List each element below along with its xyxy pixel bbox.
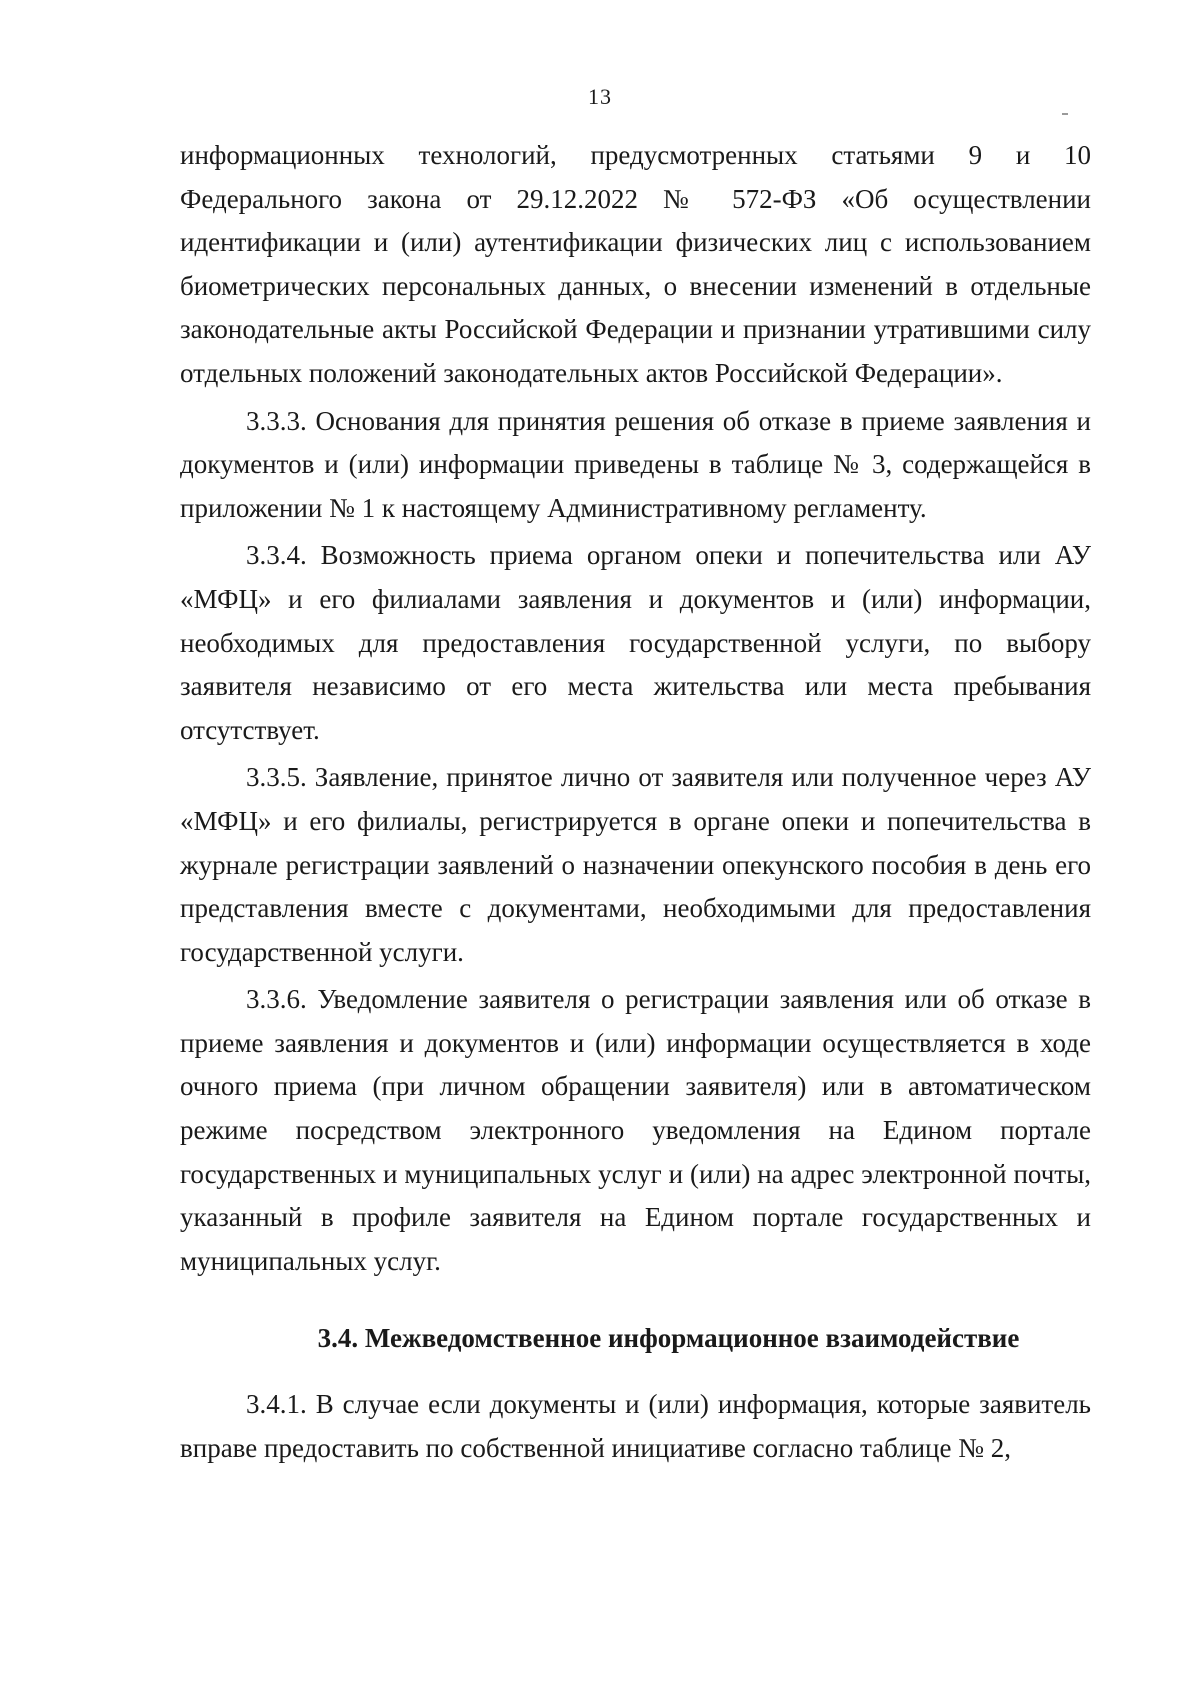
paragraph-3-3-5: 3.3.5. Заявление, принятое лично от заявителя или полученное через АУ «МФЦ» и его филиалы, регистрируется в органе опеки и попечительства в журнале регистрации заявлений о назначении опекунского пособия в день его представления вместе с документами, необходимыми для предоставления государственной услуги. xyxy=(180,762,1091,967)
page-number: 13 xyxy=(588,84,612,109)
document-body xyxy=(180,134,1091,1470)
paragraph-continuation: информационных технологий, предусмотренных статьями 9 и 10 Федерального закона от 29.12.2022 № 572-ФЗ «Об осуществлении идентификации и (или) аутентификации физических лиц с использованием биометрических персональных данных, о внесении изменений в отдельные законодательные акты Российской Федерации и признании утратившими силу отдельных положений законодательных актов Российской Федерации». xyxy=(180,140,1091,388)
paragraph-3-3-6: 3.3.6. Уведомление заявителя о регистрации заявления или об отказе в приеме заявления и документов и (или) информации осуществляется в ходе очного приема (при личном обращении заявителя) или в автоматическом режиме посредством электронного уведомления на Едином портале государственных и муниципальных услуг и (или) на адрес электронной почты, указанный в профиле заявителя на Едином портале государственных и муниципальных услуг. xyxy=(180,984,1091,1276)
paragraph-3-4-1: 3.4.1. В случае если документы и (или) информация, которые заявитель вправе предоставить по собственной инициативе согласно таблице № 2, xyxy=(180,1389,1091,1463)
paragraph-3-3-4: 3.3.4. Возможность приема органом опеки и попечительства или АУ «МФЦ» и его филиалами заявления и документов и (или) информации, необходимых для предоставления государственной услуги, по выбору заявителя независимо от его места жительства или места пребывания отсутствует. xyxy=(180,540,1091,745)
section-heading: 3.4. Межведомственное информационное взаимодействие xyxy=(317,1323,1020,1354)
paragraph-3-3-3: 3.3.3. Основания для принятия решения об отказе в приеме заявления и документов и (или) информации приведены в таблице № 3, содержащейся в приложении № 1 к настоящему Административному регламенту. xyxy=(180,405,1091,523)
scan-speck xyxy=(1062,113,1068,115)
